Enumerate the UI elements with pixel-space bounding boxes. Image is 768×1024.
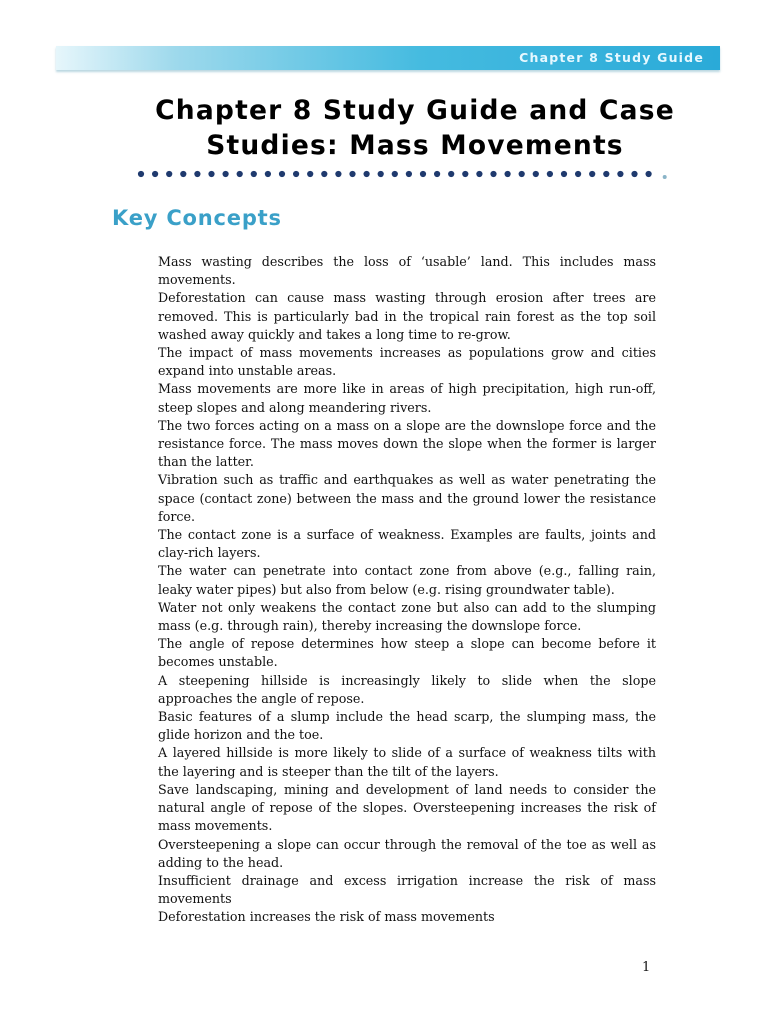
page-title-line-1: Chapter 8 Study Guide and Case: [155, 95, 675, 126]
concept-paragraph: Basic features of a slump include the head scarp, the slumping mass, the glide horizon and the toe.: [158, 709, 656, 743]
concept-paragraph: Oversteepening a slope can occur through the removal of the toe as well as adding to the head.: [158, 836, 656, 870]
concept-paragraph: Deforestation increases the risk of mass movements: [158, 909, 495, 925]
dotted-divider: [134, 168, 694, 182]
concept-paragraph: Mass movements are more like in areas of high precipitation, high run-off, steep slopes and along meandering rivers.: [158, 381, 656, 415]
page-number: 1: [642, 960, 651, 975]
concept-paragraph: The angle of repose determines how steep a slope can become before it becomes unstable.: [158, 636, 656, 670]
concept-paragraph: A steepening hillside is increasingly likely to slide when the slope approaches the angle of repose.: [158, 672, 656, 706]
concept-paragraph: A layered hillside is more likely to slide of a surface of weakness tilts with the layering and is steeper than the tilt of the layers.: [158, 745, 656, 779]
concept-paragraph: The water can penetrate into contact zone from above (e.g., falling rain, leaky water pipes) but also from below (e.g. rising groundwater table).: [158, 563, 656, 597]
concept-paragraph: Deforestation can cause mass wasting through erosion after trees are removed. This is particularly bad in the tropical rain forest as the top soil washed away quickly and takes a long time to re-grow.: [158, 290, 656, 342]
key-concepts-list: [158, 253, 656, 927]
concept-paragraph: Mass wasting describes the loss of ‘usable’ land. This includes mass movements.: [158, 254, 656, 288]
running-header: Chapter 8 Study Guide: [519, 50, 704, 65]
concept-paragraph: Insufficient drainage and excess irrigation increase the risk of mass movements: [158, 872, 656, 907]
concept-paragraph: Save landscaping, mining and development of land needs to consider the natural angle of repose of the slopes. Oversteepening increases the risk of mass movements.: [158, 781, 656, 834]
section-heading: Key Concepts: [112, 206, 282, 230]
concept-paragraph: The impact of mass movements increases as populations grow and cities expand into unstable areas.: [158, 345, 656, 379]
page-title-line-2: Studies: Mass Movements: [206, 130, 624, 161]
page-title: [100, 93, 730, 163]
header-band: [56, 46, 720, 70]
concept-paragraph: The two forces acting on a mass on a slope are the downslope force and the resistance force. The mass moves down the slope when the former is larger than the latter.: [158, 417, 656, 470]
concept-paragraph: The contact zone is a surface of weakness. Examples are faults, joints and clay-rich layers.: [158, 527, 656, 561]
concept-paragraph: Water not only weakens the contact zone but also can add to the slumping mass (e.g. through rain), thereby increasing the downslope force.: [158, 599, 656, 634]
concept-paragraph: Vibration such as traffic and earthquakes as well as water penetrating the space (contact zone) between the mass and the ground lower the resistance force.: [158, 472, 656, 524]
